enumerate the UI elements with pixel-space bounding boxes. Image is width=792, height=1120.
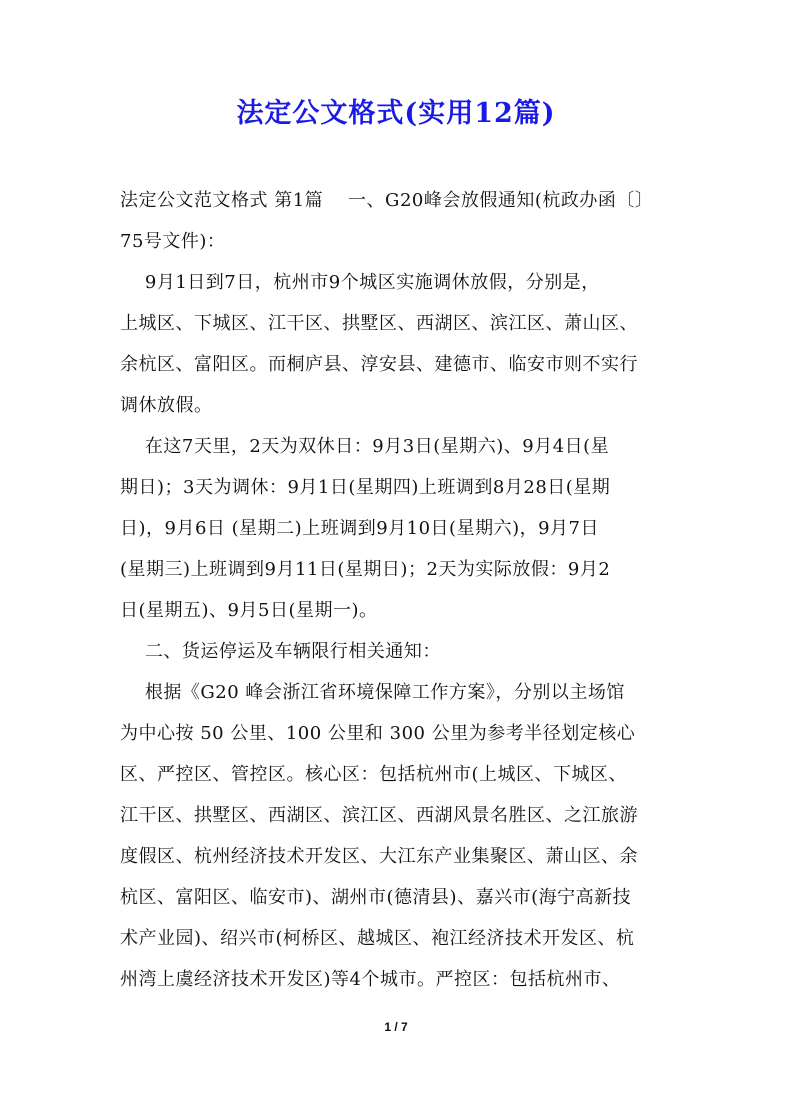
body-line: 为中心按 50 公里、100 公里和 300 公里为参考半径划定核心 <box>120 723 636 744</box>
page-number: 1 / 7 <box>384 1020 408 1034</box>
body-line: 日)，9月6日 (星期二)上班调到9月10日(星期六)，9月7日 <box>120 518 599 539</box>
body-line: 江干区、拱墅区、西湖区、滨江区、西湖风景名胜区、之江旅游 <box>120 805 638 826</box>
body-line: 度假区、杭州经济技术开发区、大江东产业集聚区、萧山区、余 <box>120 846 638 867</box>
body-line: 日(星期五)、9月5日(星期一)。 <box>120 600 378 621</box>
body-line: (星期三)上班调到9月11日(星期日)；2天为实际放假：9月2 <box>120 559 611 580</box>
body-line: 州湾上虞经济技术开发区)等4个城市。严控区：包括杭州市、 <box>120 969 621 990</box>
body-line: 在这7天里，2天为双休日：9月3日(星期六)、9月4日(星 <box>120 436 610 457</box>
body-line: 上城区、下城区、江干区、拱墅区、西湖区、滨江区、萧山区、 <box>120 313 638 334</box>
body-line: 9月1日到7日，杭州市9个城区实施调休放假，分别是， <box>120 272 600 293</box>
body-line: 调休放假。 <box>120 395 213 416</box>
body-line: 根据《G20 峰会浙江省环境保障工作方案》，分别以主场馆 <box>120 682 625 703</box>
body-line: 法定公文范文格式 第1篇 一、G20峰会放假通知(杭政办函〔〕 <box>120 190 654 211</box>
body-line: 区、严控区、管控区。核心区：包括杭州市(上城区、下城区、 <box>120 764 628 785</box>
document-title: 法定公文格式(实用12篇) <box>236 98 556 129</box>
body-line: 杭区、富阳区、临安市)、湖州市(德清县)、嘉兴市(海宁高新技 <box>120 887 632 908</box>
body-line: 75号文件)： <box>120 231 226 252</box>
body-line: 余杭区、富阳区。而桐庐县、淳安县、建德市、临安市则不实行 <box>120 354 638 375</box>
document-body <box>120 180 673 1000</box>
body-line: 术产业园)、绍兴市(柯桥区、越城区、袍江经济技术开发区、杭 <box>120 928 635 949</box>
body-line: 期日)；3天为调休：9月1日(星期四)上班调到8月28日(星期 <box>120 477 611 498</box>
body-line: 二、货运停运及车辆限行相关通知： <box>120 641 441 662</box>
